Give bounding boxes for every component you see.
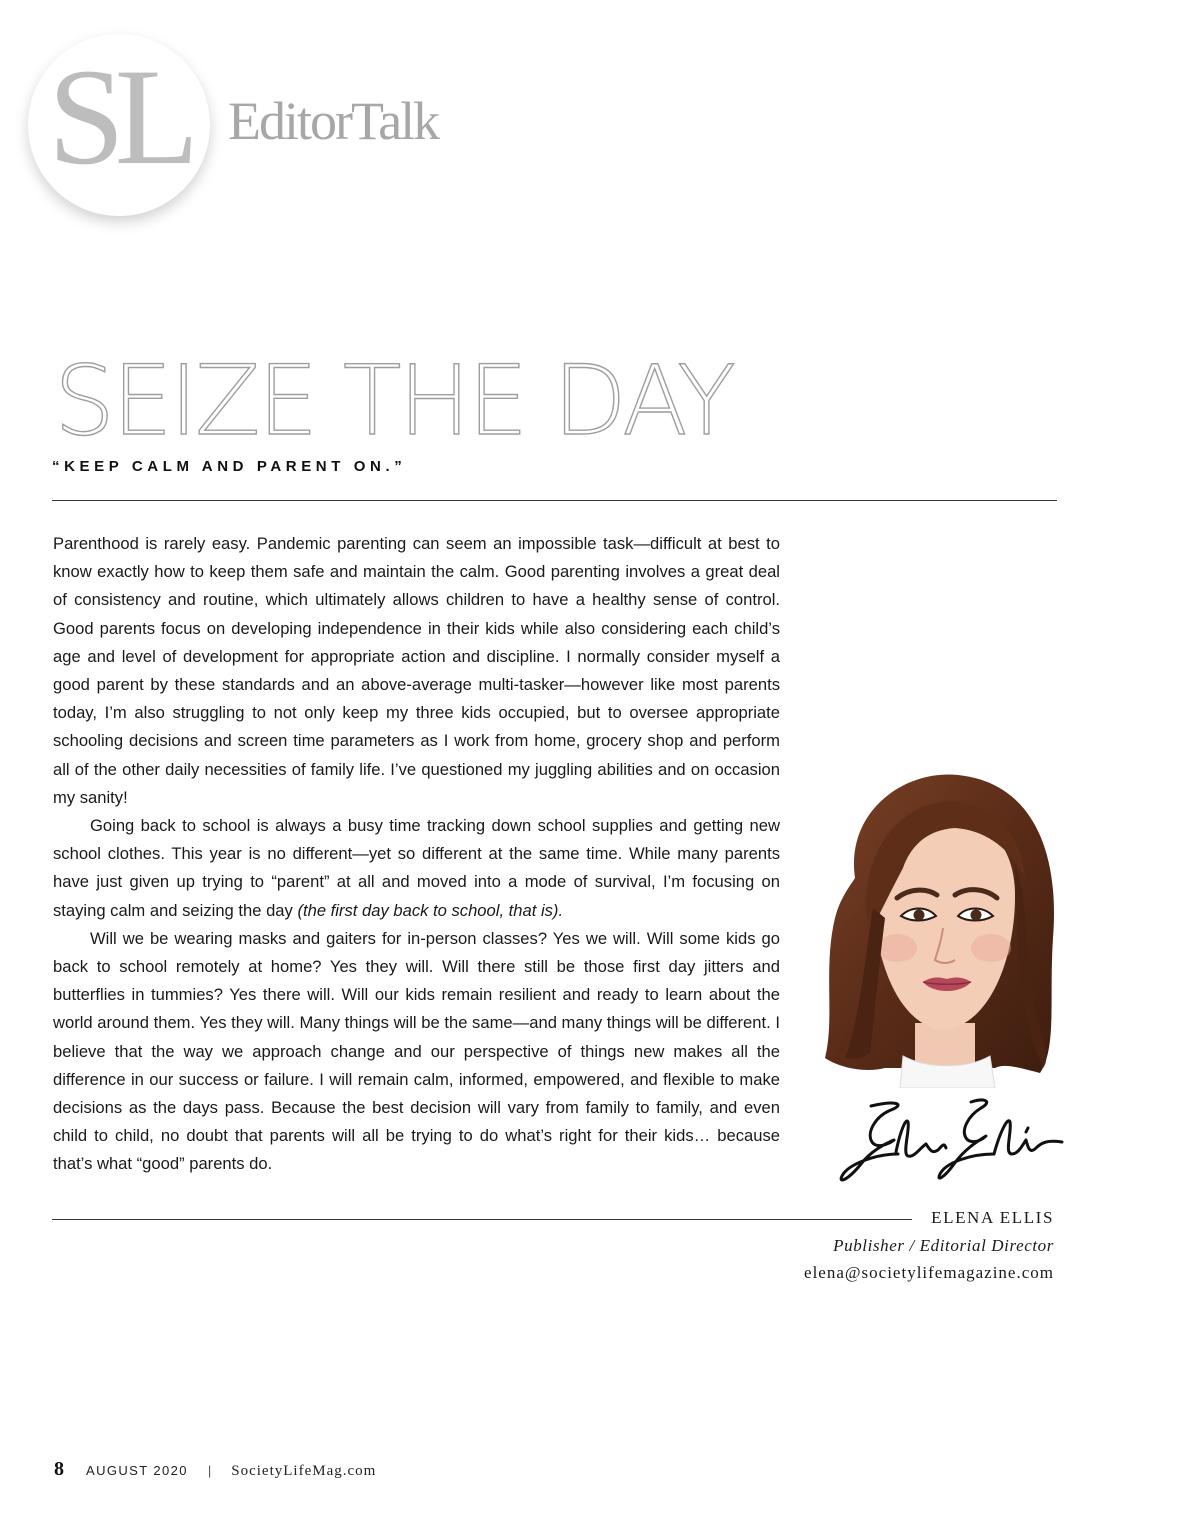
article-subhead: “KEEP CALM AND PARENT ON.” [52,458,407,475]
article-headline [54,346,733,456]
bottom-divider [52,1219,912,1220]
editor-email-link[interactable]: elena@societylifemagazine.com [804,1263,1054,1282]
paragraph-1: Parenthood is rarely easy. Pandemic parenting can seem an impossible task—difficult at best to know exactly how to keep them safe and maintain the calm. Good parenting involves a great deal of consistency and routine, which ultimately allows children to have a healthy sense of control. Good parents focus on developing independence in their kids while also considering each child’s age and level of development for appropriate action and discipline. I normally consider myself a good parent by these standards and an above-average multi-tasker—however like most parents today, I’m also struggling to not only keep my three kids occupied, but to oversee appropriate schooling decisions and screen time parameters as I work from home, grocery shop and perform all of the other daily necessities of family life. I’ve questioned my juggling abilities and on occasion my sanity! [53,534,780,807]
paragraph-2-italic: (the first day back to school, that is). [297,900,564,920]
section-title: EditorTalk [228,91,439,151]
editor-portrait-illustration [815,768,1065,1088]
issue-date: AUGUST 2020 [86,1463,188,1478]
website-link[interactable]: SocietyLifeMag.com [231,1463,377,1479]
magazine-logo: SL [48,40,190,193]
editor-signature [836,1092,1064,1190]
footer-divider: | [207,1463,212,1478]
paragraph-2 [53,812,780,925]
editor-name: ELENA ELLIS [931,1208,1054,1227]
top-divider [52,500,1057,501]
page-footer [54,1458,376,1488]
article-body [53,530,780,1179]
editor-role: Publisher / Editorial Director [833,1236,1054,1255]
paragraph-2-text: Going back to school is always a busy time tracking down school supplies and getting new school clothes. This year is no different—yet so different at the same time. While many parents have just given up trying to “parent” at all and moved into a mode of survival, I’m focusing on staying calm and seizing the day [53,816,780,920]
page-number: 8 [54,1458,64,1480]
paragraph-3: Will we be wearing masks and gaiters for in-person classes? Yes we will. Will some kids go back to school remotely at home? Yes they will. Will there still be those first day jitters and butterflies in tummies? Yes there will. Will our kids remain resilient and ready to learn about the world around them. Yes they will. Many things will be the same—and many things will be different. I believe that the way we approach change and our perspective of things new makes all the difference in our success or failure. I will remain calm, informed, empowered, and flexible to make decisions as the days pass. Because the best decision will vary from family to family, and even child to child, no doubt that parents will all be trying to do what’s right for their kids… because that’s what “good” parents do. [53,928,780,1174]
headline-text: SEIZE THE DAY [54,345,733,457]
